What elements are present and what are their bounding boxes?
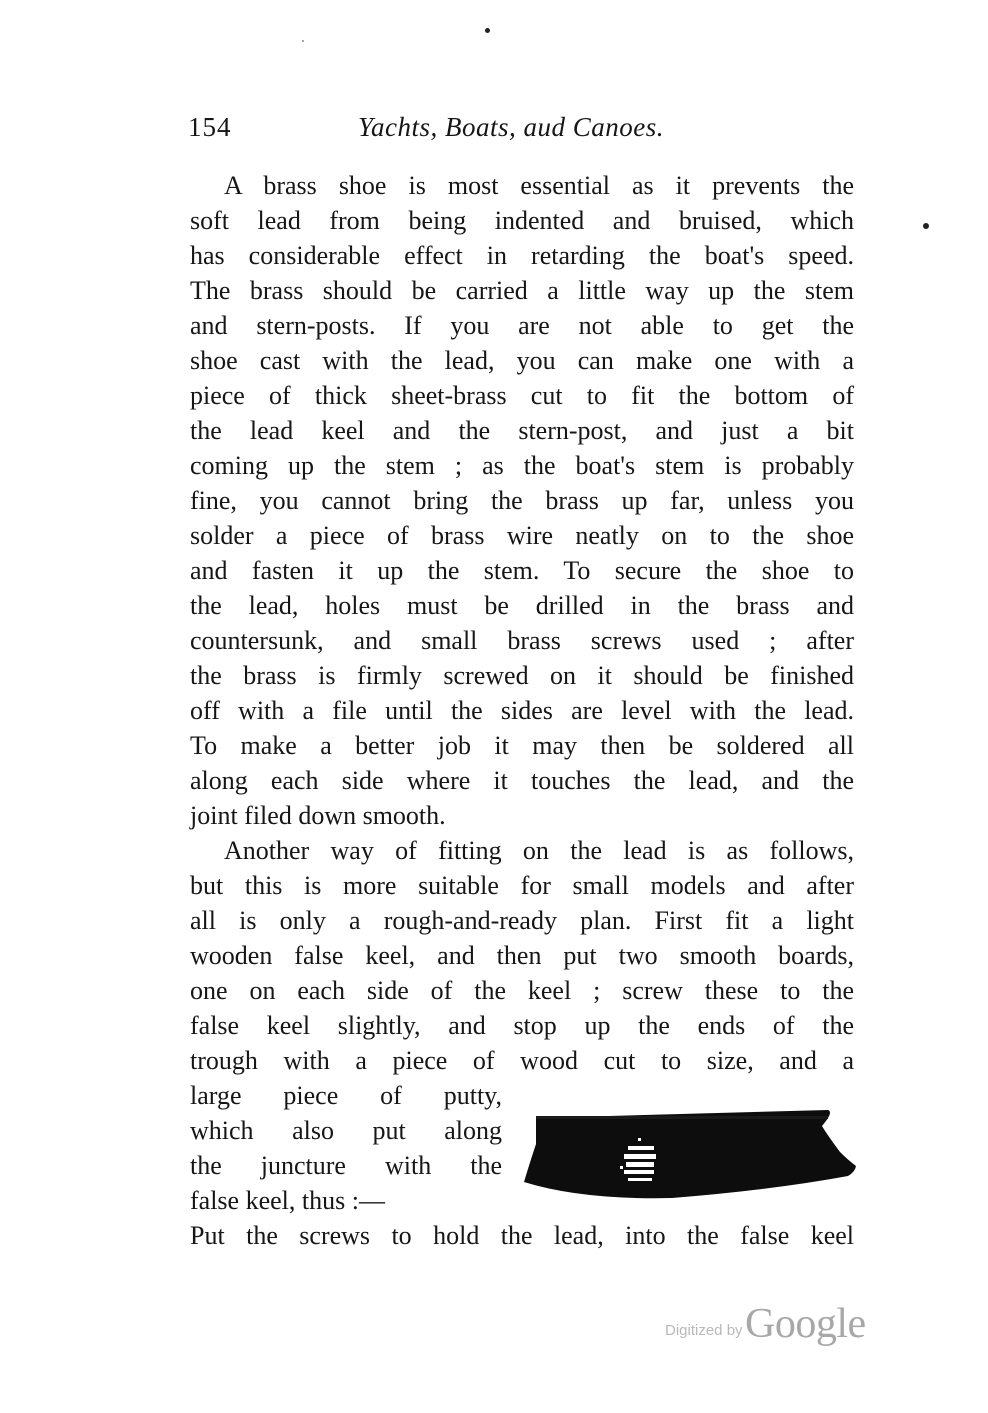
text-line: countersunk, and small brass screws used ; after: [190, 626, 854, 655]
text-line: Put the screws to hold the lead, into the false keel: [190, 1221, 854, 1250]
text-line: the brass is firmly screwed on it should be finished: [190, 661, 854, 690]
text-line: The brass should be carried a little way up the stem: [190, 276, 854, 305]
text-line: all is only a rough-and-ready plan. First fit a light: [190, 906, 854, 935]
text-line: the lead keel and the stern-post, and just a bit: [190, 416, 854, 445]
text-line: piece of thick sheet-brass cut to fit the bottom of: [190, 381, 854, 410]
text-line: shoe cast with the lead, you can make one with a: [190, 346, 854, 375]
scan-speck: [923, 223, 929, 229]
scan-speck: [485, 28, 490, 33]
text-line: which also put along: [190, 1116, 502, 1145]
text-line: false keel, thus :—: [190, 1186, 385, 1215]
text-line: false keel slightly, and stop up the ends of the: [190, 1011, 854, 1040]
text-line: but this is more suitable for small models and after: [190, 871, 854, 900]
text-line: coming up the stem ; as the boat's stem is probably: [190, 451, 854, 480]
google-logo: Google: [745, 1301, 866, 1347]
text-line: trough with a piece of wood cut to size, and a: [190, 1046, 854, 1075]
lead-keel-trough-illustration: [522, 1104, 858, 1204]
text-line: soft lead from being indented and bruised, which: [190, 206, 854, 235]
text-line: A brass shoe is most essential as it prevents the: [224, 171, 854, 200]
text-line: joint filed down smooth.: [190, 801, 446, 830]
scan-speck: [302, 40, 304, 42]
text-line: solder a piece of brass wire neatly on to the shoe: [190, 521, 854, 550]
page-number: 154: [188, 112, 232, 142]
text-line: off with a file until the sides are level with the lead.: [190, 696, 854, 725]
keel-shape: [524, 1110, 856, 1198]
text-line: one on each side of the keel ; screw these to the: [190, 976, 854, 1005]
text-line: the lead, holes must be drilled in the brass and: [190, 591, 854, 620]
text-line: along each side where it touches the lead, and the: [190, 766, 854, 795]
text-line: wooden false keel, and then put two smooth boards,: [190, 941, 854, 970]
text-line: the juncture with the: [190, 1151, 502, 1180]
body-text: [190, 168, 854, 1253]
text-line: and stern-posts. If you are not able to get the: [190, 311, 854, 340]
text-line: To make a better job it may then be soldered all: [190, 731, 854, 760]
running-title: Yachts, Boats, aud Canoes.: [358, 112, 665, 142]
text-line: has considerable effect in retarding the boat's speed.: [190, 241, 854, 270]
page-header: [188, 112, 852, 152]
paragraph-brass-shoe: [190, 168, 854, 833]
digitized-by-label: Digitized by: [665, 1322, 743, 1339]
text-line: large piece of putty,: [190, 1081, 502, 1110]
text-line: and fasten it up the stem. To secure the shoe to: [190, 556, 854, 585]
text-line: Another way of fitting on the lead is as follows,: [224, 836, 854, 865]
text-line: fine, you cannot bring the brass up far, unless you: [190, 486, 854, 515]
